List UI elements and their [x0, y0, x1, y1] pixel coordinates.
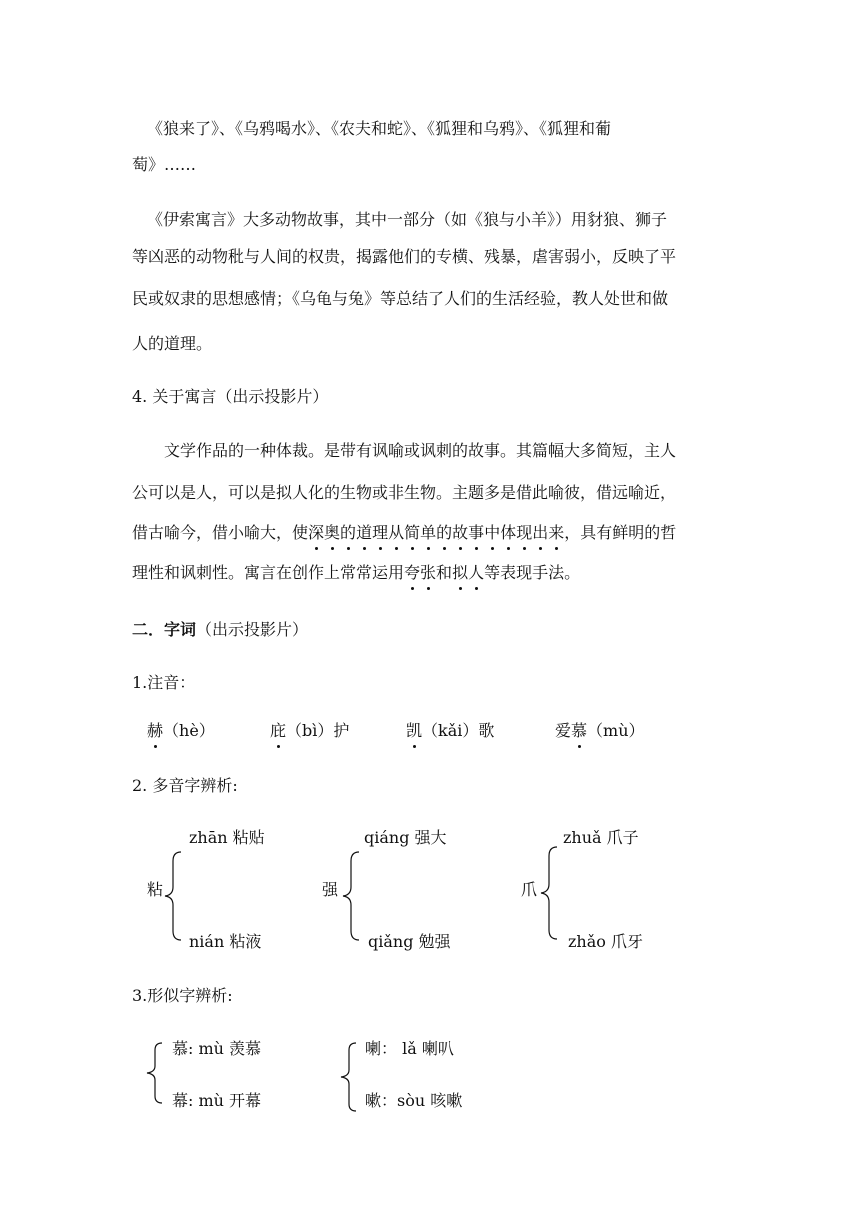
- similar-1-bottom: 幕: mù 开幕: [172, 1091, 262, 1110]
- pinyin-item-4-char: 慕: [571, 721, 588, 740]
- fable-emphasis-exaggeration: [404, 563, 436, 582]
- aesop-line-3: 民或奴隶的思想感情；《乌龟与兔》等总结了人们的生活经验，教人处世和做: [132, 289, 669, 308]
- similar-2-bottom: 嗽：sòu 咳嗽: [365, 1091, 463, 1110]
- polyphone-2-char: 强: [322, 880, 339, 899]
- emphasis-char: 人: [468, 563, 485, 582]
- intro-line-1: 《狼来了》、《乌鸦喝水》、《农夫和蛇》、《狐狸和乌鸦》、《狐狸和葡: [147, 119, 612, 138]
- similar-2-brace: [339, 1042, 359, 1112]
- pinyin-item-3: [406, 721, 494, 741]
- pinyin-item-4-rest: （mù）: [587, 721, 645, 740]
- polyphone-1-top: zhān 粘贴: [189, 828, 265, 847]
- polyphone-1-char: 粘: [147, 880, 164, 899]
- emphasis-char: 简: [404, 523, 421, 542]
- fable-emphasis-personification: [452, 563, 484, 582]
- fable-line-3-tail: ，具有鲜明的哲: [564, 523, 677, 542]
- polyphone-1-bottom: nián 粘液: [189, 932, 262, 951]
- polyphone-2-brace: [342, 851, 362, 941]
- polyphone-3-char: 爪: [521, 880, 538, 899]
- pinyin-item-1: [147, 721, 215, 741]
- emphasis-char: 张: [420, 563, 437, 582]
- emphasis-char: 奥: [324, 523, 341, 542]
- polyphone-2-top: qiáng 强大: [364, 828, 447, 847]
- emphasis-char: 夸: [404, 563, 421, 582]
- pinyin-heading: 1.注音：: [132, 673, 196, 692]
- emphasis-char: 深: [308, 523, 325, 542]
- pinyin-item-2-rest: （bì）护: [286, 721, 350, 740]
- pinyin-item-2-char: 庇: [270, 721, 287, 740]
- fable-line-3-emphasis: [308, 523, 564, 542]
- similar-2-top: 喇： lǎ 喇叭: [365, 1039, 454, 1058]
- similar-heading: 3.形似字辨析:: [132, 986, 233, 1005]
- emphasis-char: 现: [516, 523, 533, 542]
- fable-line-4-c: 和: [436, 563, 453, 582]
- polyphone-3-top: zhuǎ 爪子: [563, 828, 639, 847]
- aesop-line-1: 《伊索寓言》大多动物故事，其中一部分（如《狼与小羊》）用豺狼、狮子: [147, 210, 668, 229]
- fable-line-4-a: 理性和讽刺性。寓言在创作上常常运用: [132, 563, 405, 582]
- emphasis-char: 理: [372, 523, 389, 542]
- pinyin-item-3-rest: （kǎi）歌: [422, 721, 495, 740]
- fable-line-4-e: 等表现手法。: [484, 563, 581, 582]
- emphasis-char: 故: [452, 523, 469, 542]
- pinyin-item-4: [555, 721, 645, 741]
- polyphone-heading: 2. 多音字辨析:: [132, 776, 238, 795]
- fable-line-3: [132, 523, 676, 543]
- fable-line-3-plain: 借古喻今，借小喻大，使: [132, 523, 309, 542]
- pinyin-item-3-char: 凯: [406, 721, 423, 740]
- aesop-line-4: 人的道理。: [132, 334, 213, 353]
- fable-heading: 4. 关于寓言（出示投影片）: [132, 387, 329, 406]
- similar-1-brace: [145, 1042, 165, 1104]
- fable-line-1: 文学作品的一种体裁。是带有讽喻或讽刺的故事。其篇幅大多简短，主人: [164, 441, 677, 460]
- emphasis-char: 的: [340, 523, 357, 542]
- similar-1-top: 慕: mù 羡慕: [172, 1039, 262, 1058]
- section-2-title-bold: 二．字词: [132, 620, 197, 639]
- polyphone-3-brace: [540, 846, 560, 940]
- emphasis-char: 拟: [452, 563, 469, 582]
- emphasis-char: 中: [484, 523, 501, 542]
- emphasis-char: 道: [356, 523, 373, 542]
- emphasis-char: 事: [468, 523, 485, 542]
- emphasis-char: 从: [388, 523, 405, 542]
- pinyin-item-1-char: 赫: [147, 721, 164, 740]
- emphasis-char: 体: [500, 523, 517, 542]
- emphasis-char: 来: [548, 523, 565, 542]
- emphasis-char: 的: [436, 523, 453, 542]
- fable-line-2: 公可以是人，可以是拟人化的生物或非生物。主题多是借此喻彼，借远喻近，: [132, 483, 677, 502]
- section-2-title-rest: （出示投影片）: [196, 620, 309, 639]
- section-2-title: [132, 620, 308, 640]
- fable-line-4: [132, 563, 580, 583]
- emphasis-char: 单: [420, 523, 437, 542]
- emphasis-char: 出: [532, 523, 549, 542]
- pinyin-item-4-pre: 爱: [555, 721, 572, 740]
- pinyin-item-2: [270, 721, 349, 741]
- polyphone-3-bottom: zhǎo 爪牙: [568, 932, 643, 951]
- aesop-line-2: 等凶恶的动物秕与人间的权贵，揭露他们的专横、残暴，虐害弱小，反映了平: [132, 247, 677, 266]
- polyphone-2-bottom: qiǎng 勉强: [368, 932, 451, 951]
- intro-line-2: 萄》……: [132, 155, 197, 174]
- polyphone-1-brace: [164, 851, 184, 941]
- pinyin-item-1-rest: （hè）: [163, 721, 215, 740]
